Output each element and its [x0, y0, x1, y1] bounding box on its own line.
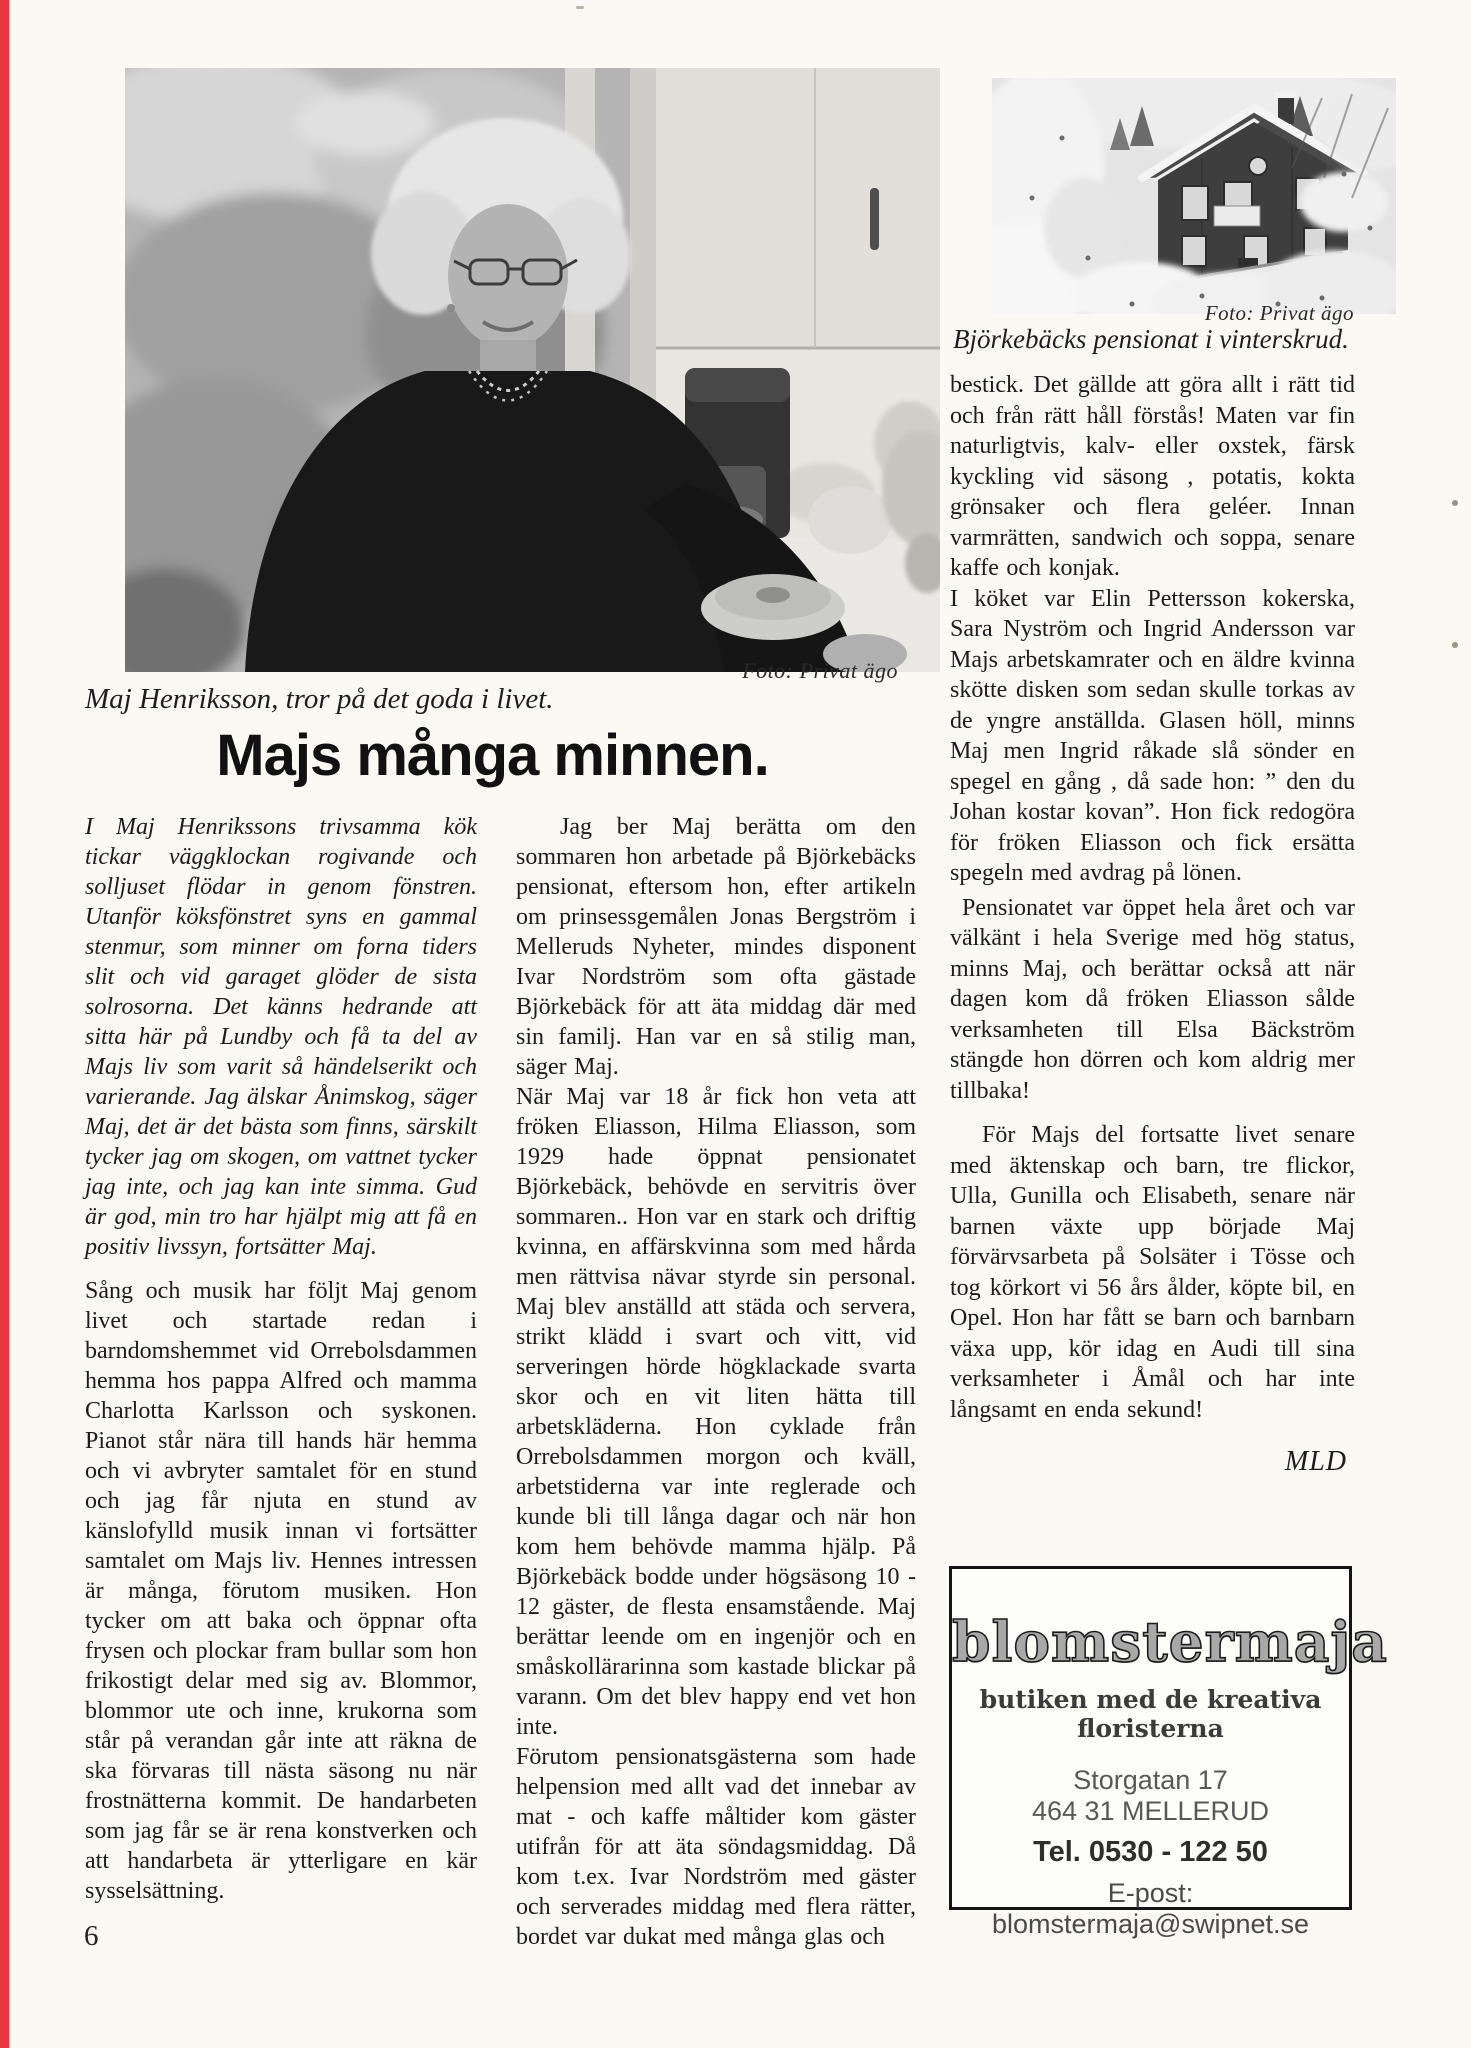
article-column-2 [516, 812, 916, 1952]
ad-postal-address: 464 31 MELLERUD [1031, 1796, 1270, 1826]
body-paragraph: I köket var Elin Pettersson kokerska, Sara Nyström och Ingrid Andersson var Majs arbetskamrater och en äldre kvinna skötte disken som sedan skulle torkas av de yngre anställda. Glasen höll, minns Maj men Ingrid råkade slå sönder en spegel en gång , då sade hon: ” den du Johan kostar kovan”. Hon fick redogöra för fröken Eliasson och fick ersätta spegeln med avdrag på lönen. [950, 585, 1355, 886]
ad-street-address: Storgatan 17 [1073, 1765, 1228, 1795]
article-column-3 [950, 370, 1355, 1478]
page-number: 6 [84, 1920, 99, 1952]
kitchen-photo-art [125, 68, 940, 672]
body-paragraph: När Maj var 18 år fick hon veta att fröken Eliasson, Hilma Eliasson, som 1929 hade öppnat pensionatet Björkebäck, behövde en servitris över sommaren.. Hon var en stark och driftig kvinna, en affärskvinna som med hårda men rättvisa nävar styrde sin personal. Maj blev anställd att städa och servera, strikt klädd i svart och vitt, vid serveringen hörde högklackade svarta skor och en vit liten hätta till arbetskläderna. Hon cyklade från Orrebolsdammen morgon och kväll, arbetstiderna var inte reglerade och kunde bli till långa dagar och när hon kom hem behövde mamma hjälp. På Björkebäck bodde under högsäsong 10 - 12 gäster, de flesta ensamstående. Maj berättar leende om en ingenjör och en småskollärarinna som kastade blickar på varann. Om det blev happy end vet hon inte. [516, 1084, 916, 1740]
house-photo-credit: Foto: Privat ägo [1204, 301, 1354, 325]
body-paragraph: Pensionatet var öppet hela året och var välkänt i hela Sverige med hög status, minns Maj, och berättar också att när dagen kom då fröken Eliasson sålde verksamheten till Elsa Bäckström stängde hon dörren och kom aldrig mer tillbaka! [950, 894, 1355, 1104]
intro-paragraph: I Maj Henrikssons trivsamma kök tickar väggklockan rogivande och solljuset flödar in genom fönstren. Utanför köksfönstret syns en gammal stenmur, som minner om forna tiders slit och vid garaget glöder de sista solrosorna. Det känns hedrande att sitta här på Lundby och få ta del av Majs liv som varit så händelserikt och varierande. Jag älskar Ånimskog, säger Maj, det är det bästa som finns, särskilt tycker jag om skogen, om vattnet tycker jag inte, och jag kan inte simma. Gud är god, min tro har hjälpt mig att få en positiv livssyn, fortsätter Maj. [85, 814, 477, 1260]
body-paragraph: Jag ber Maj berätta om den sommaren hon arbetade på Björkebäcks pensionat, eftersom hon, efter artikeln om prinsessgemålen Jonas Bergström i Melleruds Nyheter, mindes disponent Ivar Nordström som ofta gästade Björkebäck för att äta middag där med sin familj. Han var en så stilig man, säger Maj. [516, 814, 916, 1080]
ad-phone: Tel. 0530 - 122 50 [1033, 1836, 1268, 1868]
house-photo-art [992, 78, 1396, 314]
body-paragraph: Förutom pensionatsgästerna som hade helpension med allt vad det innebar av mat - och kaffe måltider kom gäster utifrån för att äta söndagsmiddag. Då kom t.ex. Ivar Nordström med gäster och serverades middag med flera rätter, bordet var dukat med många glas och [516, 1744, 916, 1950]
article-column-1 [85, 812, 477, 1906]
article-headline: Majs många minnen. [216, 723, 769, 788]
kitchen-portrait-photo [125, 68, 940, 672]
scan-speck [1452, 500, 1458, 506]
ad-tagline: butiken med de kreativa floristerna [979, 1685, 1322, 1743]
ad-email: E-post: blomstermaja@swipnet.se [991, 1878, 1310, 1939]
scan-speck [576, 6, 584, 9]
scan-speck [1452, 642, 1458, 648]
byline: MLD [1284, 1446, 1347, 1477]
blomstermaja-ad [949, 1566, 1388, 1939]
house-photo-caption: Björkebäcks pensionat i vinterskrud. [953, 324, 1349, 354]
body-paragraph: bestick. Det gällde att göra allt i rätt tid och från rätt håll förstås! Maten var fin naturligtvis, kalv- eller oxstek, färsk kyckling vid säsong , potatis, kokta grönsaker och flera geléer. Innan varmrätten, sandwich och soppa, senare kaffe och konjak. [950, 372, 1355, 581]
ad-logo-text: blomstermaja [952, 1609, 1388, 1674]
body-paragraph: Sång och musik har följt Maj genom livet och startade redan i barndomshemmet vid Orrebolsdammen hemma hos pappa Alfred och mamma Charlotta Karlsson och syskonen. Pianot står nära till hands här hemma och vi avbryter samtalet för en stund och jag får njuta en stund av känslofylld musik innan vi fortsätter samtalet om Majs liv. Hennes intressen är många, förutom musiken. Hon tycker om att baka och öppnar ofta frysen och plockar fram bullar som hon frikostigt delar med sig av. Blommor, blommor ute och inne, krukorna som står på verandan går inte att räkna de ska förvaras till nästa säsong nu när frostnätterna kommit. De handarbeten som jag får se är rena konstverken och att handarbeta är ytterligare en kär sysselsättning. [85, 1278, 477, 1904]
kitchen-photo-credit: Foto: Privat ägo [742, 658, 898, 683]
pensionat-winter-photo [992, 78, 1396, 314]
body-paragraph: För Majs del fortsatte livet senare med äktenskap och barn, tre flickor, Ulla, Gunilla och Elisabeth, senare när barnen växte upp började Maj förvärvsarbeta på Solsäter i Tösse och tog körkort vi 56 års ålder, köpte bil, en Opel. Hon har fått se barn och barnbarn växa upp, kör idag en Audi till sina verksamheter i Åmål och har inte långsamt en enda sekund! [950, 1122, 1355, 1423]
kitchen-photo-caption: Maj Henriksson, tror på det goda i livet. [85, 683, 554, 715]
left-edge-stripe [0, 0, 9, 2048]
